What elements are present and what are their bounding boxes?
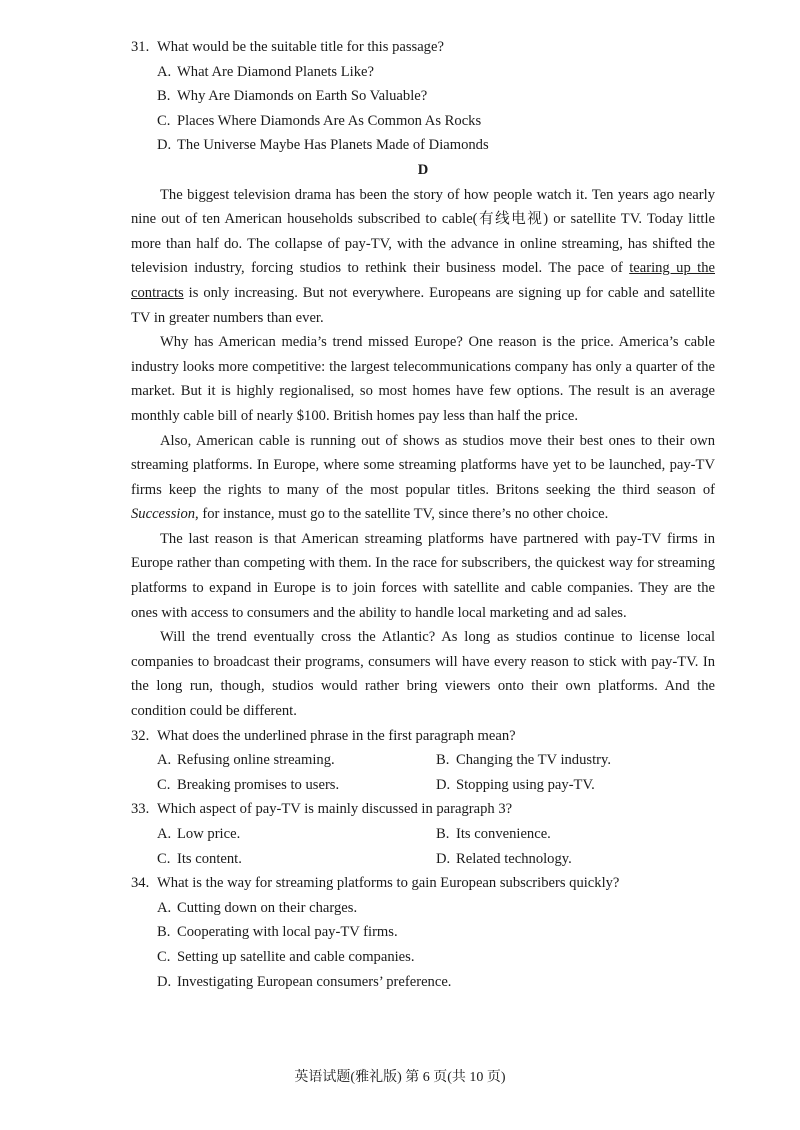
option-b [131, 920, 715, 945]
option-text: Stopping using pay-TV. [456, 776, 595, 793]
option-text: Related technology. [456, 850, 572, 867]
option-c [157, 847, 436, 872]
question-32 [131, 724, 715, 798]
question-stem [131, 35, 715, 60]
page-content [131, 35, 715, 994]
question-number: 34. [131, 875, 150, 892]
option-text: Investigating European consumers’ preference. [177, 973, 452, 990]
option-text: Setting up satellite and cable companies. [177, 948, 415, 965]
question-number: 32. [131, 727, 150, 744]
paragraph-2: Why has American media’s trend missed Europe? One reason is the price. America’s cable industry looks more competitive: the largest telecommunications company has only a quarter of the market. But it is highly regionalised, so most homes have few options. The result is an average monthly cable bill of nearly $100. British homes pay less than half the price. [131, 334, 715, 424]
option-letter: D. [436, 850, 451, 867]
option-letter: B. [436, 826, 450, 842]
paragraph-text: , for instance, must go to the satellite TV, since there’s no other choice. [195, 506, 609, 523]
option-text: Its content. [177, 850, 242, 867]
reading-passage [131, 183, 715, 724]
option-row [131, 822, 715, 847]
option-row [131, 847, 715, 872]
page-footer: 英语试题(雅礼版) 第 6 页(共 10 页) [294, 1070, 506, 1085]
option-d [131, 133, 715, 158]
question-stem [131, 871, 715, 896]
option-a [157, 822, 436, 847]
option-letter: C. [157, 776, 171, 793]
underlined-phrase: tearing up the contracts [131, 260, 715, 301]
option-d [436, 773, 715, 798]
question-stem [131, 724, 715, 749]
option-text: Its convenience. [456, 826, 551, 842]
paragraph-text: is only increasing. But not everywhere. Europeans are signing up for cable and satellite TV in greater numbers than ever. [131, 284, 715, 326]
option-b [131, 84, 715, 109]
option-b [436, 748, 715, 773]
option-letter: D. [157, 973, 172, 990]
option-letter: B. [157, 924, 171, 941]
option-letter: C. [157, 850, 171, 867]
option-letter: A. [157, 63, 172, 80]
option-a [131, 896, 715, 921]
paragraph-3 [131, 429, 715, 527]
paragraph-text: The biggest television drama has been the story of how people watch it. Ten years ago nearly nine out of ten American households subscribed to cable(有线电视) or satellite TV. Today little more than half do. The collapse of pay-TV, with the advance in online streaming, has shifted the television industry, forcing studios to rethink their business model. The pace of [131, 186, 715, 277]
question-text: Which aspect of pay-TV is mainly discussed in paragraph 3? [157, 801, 513, 818]
option-letter: D. [157, 137, 172, 154]
option-c [157, 773, 436, 798]
option-text: Changing the TV industry. [456, 752, 611, 769]
option-b [436, 822, 715, 847]
option-text: Places Where Diamonds Are As Common As Rocks [177, 112, 482, 129]
option-d [436, 847, 715, 872]
option-text: What Are Diamond Planets Like? [177, 63, 374, 80]
option-letter: C. [157, 948, 171, 965]
question-text: What does the underlined phrase in the first paragraph mean? [157, 727, 516, 744]
paragraph-4: The last reason is that American streaming platforms have partnered with pay-TV firms in Europe rather than competing with them. In the race for subscribers, the quickest way for streaming platforms to expand in Europe is to join forces with satellite and cable companies. They are the ones with access to consumers and the ability to handle local marketing and ad sales. [131, 530, 715, 621]
option-a [131, 60, 715, 85]
option-letter: D. [436, 776, 451, 793]
option-a [157, 748, 436, 773]
option-c [131, 945, 715, 970]
question-number: 31. [131, 39, 150, 55]
question-31 [131, 35, 715, 158]
option-letter: B. [157, 88, 171, 105]
option-letter: A. [157, 752, 172, 769]
question-34 [131, 871, 715, 994]
section-label: D [417, 161, 429, 178]
question-number: 33. [131, 801, 150, 818]
option-c [131, 109, 715, 134]
paragraph-text: Also, American cable is running out of shows as studios move their best ones to their own streaming platforms. In Europe, where some streaming platforms have yet to be launched, pay-TV firms keep the rights to many of the most popular titles. Britons seeking the third season of [131, 432, 715, 498]
option-text: Cooperating with local pay-TV firms. [177, 924, 398, 941]
option-d [131, 970, 715, 995]
option-letter: B. [436, 752, 450, 769]
italic-title: Succession [131, 506, 196, 523]
paragraph-5: Will the trend eventually cross the Atlantic? As long as studios continue to license local companies to broadcast their programs, consumers will have every reason to stick with pay-TV. In the long run, though, studios would rather bring viewers onto their own platforms. And the condition could be different. [131, 629, 715, 720]
option-text: Low price. [177, 826, 241, 842]
question-stem [131, 797, 715, 822]
question-33 [131, 797, 715, 871]
option-text: Cutting down on their charges. [177, 899, 358, 916]
option-letter: A. [157, 826, 172, 842]
option-text: Breaking promises to users. [177, 776, 340, 793]
option-letter: C. [157, 112, 171, 129]
option-text: Why Are Diamonds on Earth So Valuable? [177, 88, 428, 105]
paragraph-1 [131, 183, 715, 331]
option-row [131, 773, 715, 798]
option-letter: A. [157, 899, 172, 916]
option-text: The Universe Maybe Has Planets Made of Diamonds [177, 137, 489, 154]
question-text: What is the way for streaming platforms to gain European subscribers quickly? [157, 875, 620, 892]
option-text: Refusing online streaming. [177, 752, 335, 769]
option-row [131, 748, 715, 773]
question-text: What would be the suitable title for this passage? [157, 39, 444, 55]
